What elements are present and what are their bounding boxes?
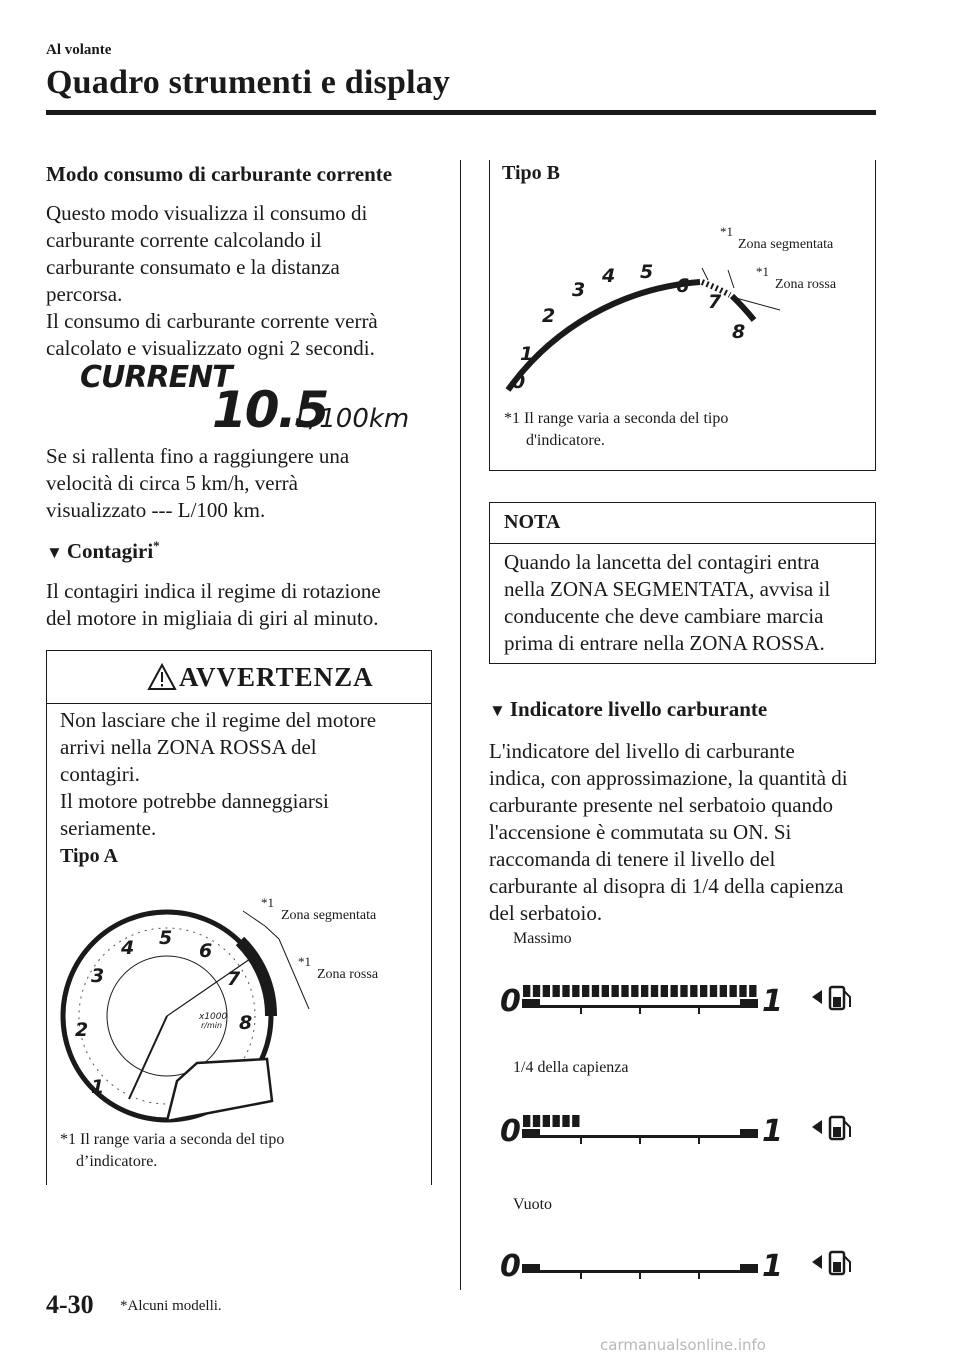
fuel-gauge-one: 1 [762, 1249, 783, 1284]
red-zone-marker: *1 [298, 954, 311, 969]
text-line: velocità di circa 5 km/h, verrà [46, 471, 298, 495]
footnote-marker: *1 [60, 1131, 76, 1148]
tach-paragraph [46, 578, 446, 632]
triangle-bullet-icon: ▼ [489, 701, 506, 720]
fuel-gauge-tick [580, 1138, 582, 1144]
fuel-gauge-arrow-icon [812, 1120, 822, 1134]
note-text [504, 549, 869, 657]
footnote-line: d'indicatore. [526, 432, 605, 449]
fuel-gauge-segment [739, 985, 746, 997]
red-zone-marker: *1 [756, 264, 769, 279]
dial-red-zone [240, 941, 271, 1016]
fuel-pump-icon-fill [833, 997, 841, 1007]
seg-zone-marker: *1 [720, 224, 733, 239]
text-line: L'indicatore del livello di carburante [489, 739, 795, 763]
column-divider [460, 160, 461, 1290]
fuel-gauge-baseline [522, 1270, 758, 1273]
mode-paragraph [46, 200, 446, 362]
fuel-gauge-segment [651, 985, 658, 997]
note-header [490, 503, 875, 544]
fuel-gauge-tick [639, 1138, 641, 1144]
fuel-gauge-end-cap [522, 1264, 540, 1273]
fuel-gauge-one: 1 [762, 984, 783, 1019]
tipo-b-number: 3 [572, 279, 586, 301]
text-line: nella ZONA SEGMENTATA, avvisa il [504, 577, 831, 601]
dial-number: 4 [121, 937, 135, 959]
fuel-gauge-segment [553, 1115, 560, 1127]
slow-paragraph [46, 443, 446, 524]
fuel-gauge-zero: 0 [500, 1114, 521, 1149]
dial-number: 7 [227, 968, 241, 990]
seg-zone-leader [265, 926, 279, 939]
dial-number: 6 [199, 940, 213, 962]
text-line: calcolato e visualizzato ogni 2 secondi. [46, 336, 375, 360]
fuel-gauge-end-cap [740, 1264, 758, 1273]
fuel-gauge-arrow-icon [812, 990, 822, 1004]
fuel-gauge-segment [631, 985, 638, 997]
dial-needle-body [129, 1016, 167, 1099]
arc-main [508, 282, 700, 390]
dial-number: 2 [75, 1019, 89, 1041]
title-rule [46, 110, 876, 115]
fuel-gauge-zero: 0 [500, 984, 521, 1019]
fuel-gauge-segment [572, 985, 579, 997]
fuel-gauge-tick [698, 1008, 700, 1014]
fuel-gauge-tick [639, 1273, 641, 1279]
fuel-gauge-baseline [522, 1135, 758, 1138]
tipo-b-label: Tipo B [502, 162, 560, 184]
tipo-b-number: 6 [676, 275, 690, 297]
fuel-gauge-zero: 0 [500, 1249, 521, 1284]
fuel-gauge-full [500, 975, 870, 1025]
text-line: Il motore potrebbe danneggiarsi [60, 789, 329, 813]
watermark: carmanualsonline.info [600, 1336, 766, 1354]
display-current-label: CURRENT [80, 360, 232, 395]
seg-zone-leader [702, 268, 708, 280]
warning-text [60, 707, 424, 842]
footer-note: *Alcuni modelli. [120, 1298, 222, 1314]
seg-zone-label: Zona segmentata [738, 237, 834, 252]
fuel-gauge-segment [710, 985, 717, 997]
fuel-gauge-segment [749, 985, 756, 997]
warning-triangle-icon [147, 663, 177, 691]
display-current-value: 10.5 [212, 381, 328, 439]
dial-number: 8 [239, 1012, 253, 1034]
red-zone-label: Zona rossa [775, 277, 837, 292]
text-line: del motore in migliaia di giri al minuto. [46, 606, 379, 630]
dial-number: 3 [91, 965, 105, 987]
text-line: Quando la lancetta del contagiri entra [504, 550, 820, 574]
text-line: visualizzato --- L/100 km. [46, 498, 266, 522]
note-box [489, 502, 876, 664]
tipo-b-number: 2 [542, 305, 556, 327]
fuel-gauge-segment [562, 1115, 569, 1127]
text-line: Il contagiri indica il regime di rotazione [46, 579, 381, 603]
text-line: carburante corrente calcolando il [46, 228, 322, 252]
tach-heading [46, 538, 160, 564]
dial-center-display [167, 1059, 272, 1121]
fuel-gauge-segment [602, 985, 609, 997]
text-line: contagiri. [60, 762, 140, 786]
tipo-b-number: 1 [520, 343, 534, 365]
dial-unit-top: x1000 [199, 1012, 228, 1022]
display-current-unit: L/100km [296, 404, 410, 434]
fuel-gauge-segment [730, 985, 737, 997]
page-title: Quadro strumenti e display [46, 64, 451, 101]
tipo-b-box [489, 160, 876, 471]
fuel-gauge-quarter [500, 1105, 870, 1155]
fuel-pump-icon-fill [833, 1127, 841, 1137]
fuel-gauge-segment [553, 985, 560, 997]
text-line: Non lasciare che il regime del motore [60, 708, 377, 732]
tipo-b-number: 0 [512, 371, 526, 393]
fuel-gauge-segment [533, 985, 540, 997]
fuel-gauge-end-cap [740, 1129, 758, 1138]
text-line: Questo modo visualizza il consumo di [46, 201, 368, 225]
fuel-gauge-segment [720, 985, 727, 997]
fuel-gauge-segment [572, 1115, 579, 1127]
dial-number: 1 [91, 1076, 105, 1098]
text-line: raccomanda di tenere il livello del [489, 847, 776, 871]
text-line: carburante consumato e la distanza [46, 255, 340, 279]
warning-title: AVVERTENZA [179, 662, 374, 692]
fuel-paragraph [489, 738, 889, 927]
fuel-gauge-tick [698, 1138, 700, 1144]
fuel-gauge-segment [700, 985, 707, 997]
text-line: Se si rallenta fino a raggiungere una [46, 444, 350, 468]
seg-zone-marker: *1 [261, 895, 274, 910]
tipo-b-number: 5 [640, 261, 654, 283]
fuel-gauge-segment [543, 1115, 550, 1127]
footnote-marker: *1 [504, 410, 520, 427]
fuel-gauge-segment [641, 985, 648, 997]
footnote-line: d’indicatore. [76, 1153, 158, 1170]
text-line: carburante al disopra di 1/4 della capienza [489, 874, 844, 898]
fuel-gauge-end-cap [522, 1129, 540, 1138]
fuel-gauge-tick [580, 1273, 582, 1279]
optional-marker: * [153, 538, 160, 553]
tipo-b-footnote [504, 408, 728, 452]
fuel-gauge-one: 1 [762, 1114, 783, 1149]
section-label: Al volante [46, 42, 112, 58]
fuel-gauge-label: Massimo [513, 930, 572, 947]
fuel-gauge-segment [612, 985, 619, 997]
fuel-gauge-end-cap [522, 999, 540, 1008]
mode-heading: Modo consumo di carburante corrente [46, 162, 393, 186]
tipo-a-footnote [60, 1129, 284, 1173]
fuel-gauge-segment [543, 985, 550, 997]
triangle-bullet-icon: ▼ [46, 543, 63, 562]
fuel-gauge-baseline [522, 1005, 758, 1008]
dial-unit-bottom: r/min [201, 1021, 223, 1030]
fuel-gauge-end-cap [740, 999, 758, 1008]
fuel-gauge-segment [592, 985, 599, 997]
fuel-gauge-segment [671, 985, 678, 997]
text-line: conducente che deve cambiare marcia [504, 604, 824, 628]
text-line: prima di entrare nella ZONA ROSSA. [504, 631, 825, 655]
tach-heading-text: Contagiri [66, 539, 154, 563]
fuel-gauge-segment [523, 985, 530, 997]
fuel-gauge-segment [582, 985, 589, 997]
footnote-line: Il range varia a seconda del tipo [80, 1131, 285, 1148]
seg-zone-leader [243, 911, 265, 926]
page-number: 4-30 [46, 1290, 94, 1319]
fuel-heading-text: Indicatore livello carburante [509, 697, 768, 721]
fuel-heading [489, 697, 767, 722]
red-zone-leader [279, 939, 309, 1009]
fuel-gauge-segment [680, 985, 687, 997]
fuel-gauge-arrow-icon [812, 1255, 822, 1269]
text-line: l'accensione è commutata su ON. Si [489, 820, 792, 844]
text-line: carburante presente nel serbatoio quando [489, 793, 834, 817]
dial-number: 5 [159, 927, 173, 949]
tachometer-type-b [490, 210, 875, 400]
text-line: percorsa. [46, 282, 123, 306]
tipo-b-number: 8 [732, 321, 746, 343]
seg-zone-label: Zona segmentata [281, 908, 377, 923]
warning-header [47, 651, 431, 704]
fuel-gauge-label: Vuoto [513, 1196, 553, 1213]
fuel-gauge-segment [533, 1115, 540, 1127]
fuel-gauge-tick [580, 1008, 582, 1014]
warning-box [46, 650, 432, 1185]
fuel-gauge-segment [523, 1115, 530, 1127]
fuel-gauge-segment [690, 985, 697, 997]
fuel-gauge-empty [500, 1240, 870, 1290]
text-line: Il consumo di carburante corrente verrà [46, 309, 378, 333]
text-line: seriamente. [60, 816, 157, 840]
text-line: del serbatoio. [489, 901, 603, 925]
fuel-gauge-tick [698, 1273, 700, 1279]
fuel-gauge-segment [661, 985, 668, 997]
note-title: NOTA [504, 511, 561, 533]
text-line: indica, con approssimazione, la quantità di [489, 766, 848, 790]
tipo-b-number: 4 [602, 265, 616, 287]
fuel-gauge-segment [562, 985, 569, 997]
red-zone-label: Zona rossa [317, 967, 379, 982]
tipo-b-number: 7 [708, 291, 722, 313]
fuel-gauge-segment [621, 985, 628, 997]
fuel-pump-icon-fill [833, 1262, 841, 1272]
footnote-line: Il range varia a seconda del tipo [524, 410, 729, 427]
fuel-gauge-label: 1/4 della capienza [513, 1059, 629, 1076]
fuel-gauge-tick [639, 1008, 641, 1014]
seg-zone-leader [728, 270, 734, 288]
tipo-a-label: Tipo A [60, 845, 118, 867]
text-line: arrivi nella ZONA ROSSA del [60, 735, 317, 759]
